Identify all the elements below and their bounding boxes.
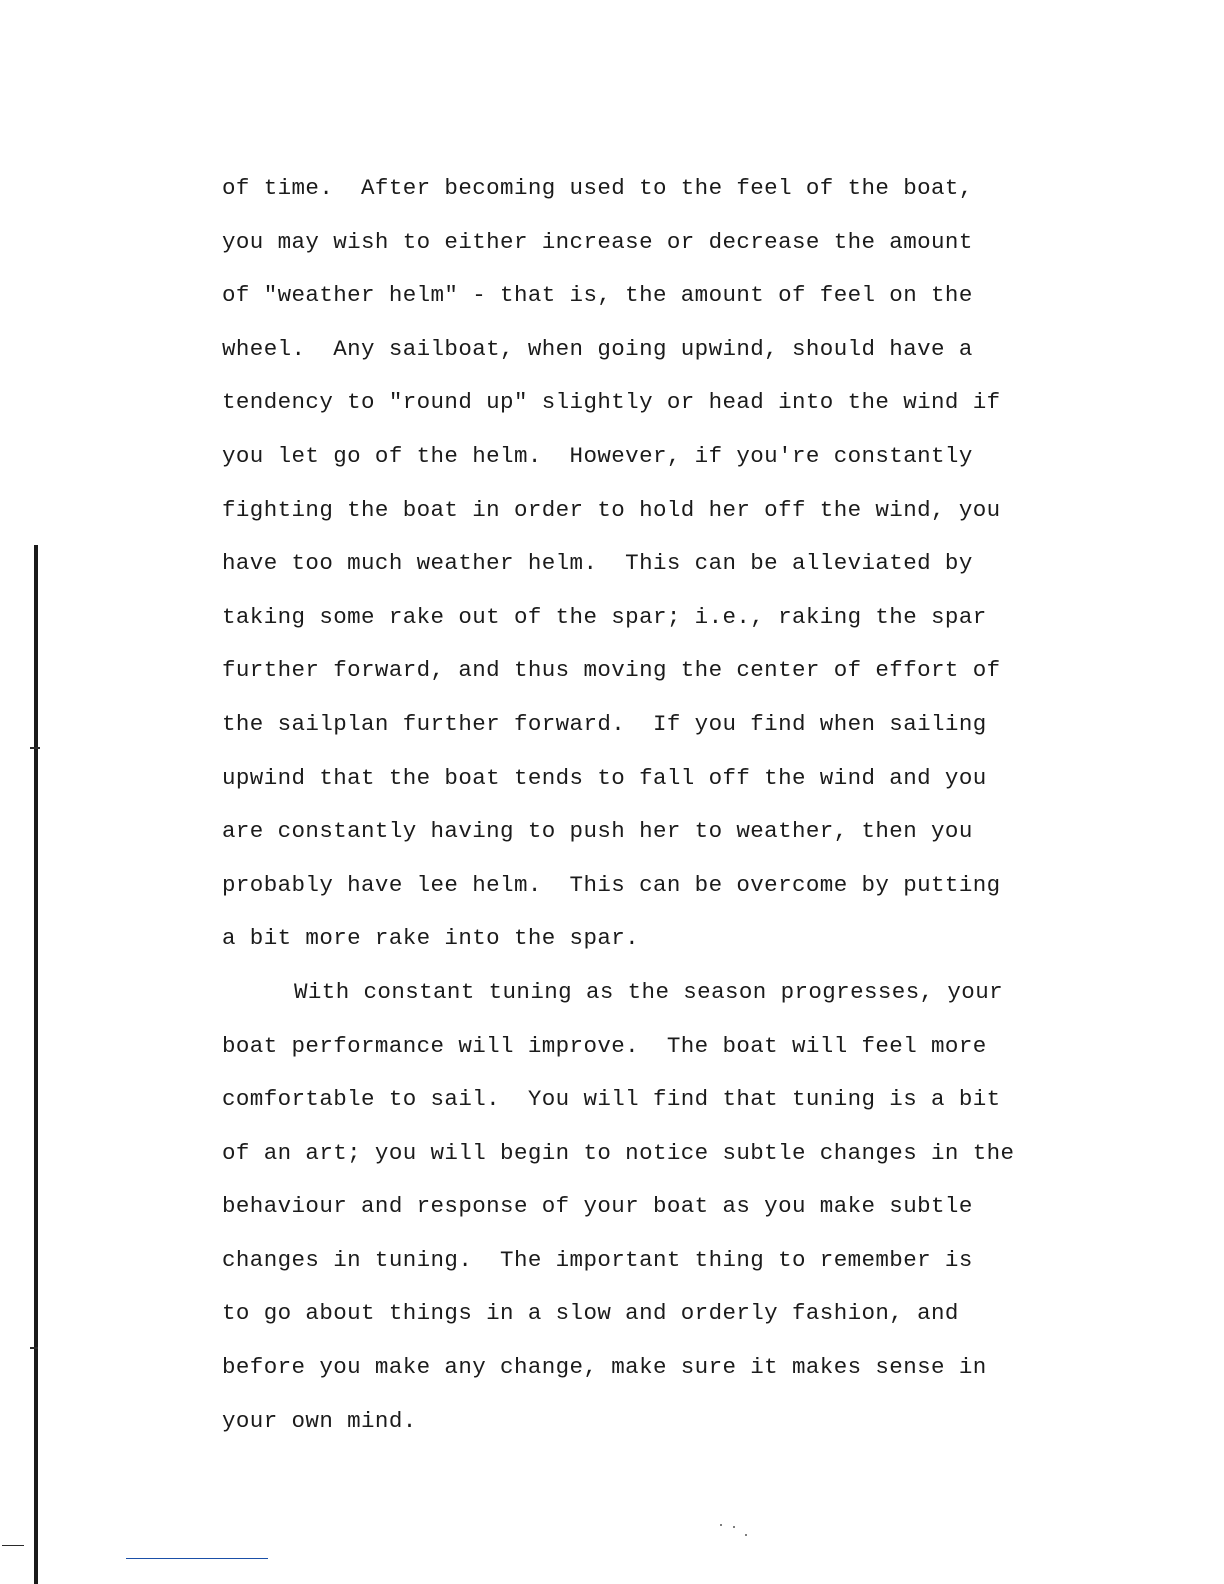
text-line: have too much weather helm. This can be alleviated by (222, 550, 973, 577)
paragraph-first-line: With constant tuning as the season progresses, your (294, 978, 1004, 1005)
binding-tick-mark (30, 747, 40, 749)
text-line: changes in tuning. The important thing to remember is (222, 1246, 973, 1273)
text-line: fighting the boat in order to hold her off the wind, you (222, 496, 1001, 523)
text-line: of an art; you will begin to notice subtle changes in the (222, 1139, 1015, 1166)
scan-speck (745, 1534, 747, 1536)
text-line: comfortable to sail. You will find that tuning is a bit (222, 1086, 1001, 1113)
text-line: before you make any change, make sure it makes sense in (222, 1354, 987, 1381)
text-line: your own mind. (222, 1407, 417, 1434)
text-line: a bit more rake into the spar. (222, 925, 640, 952)
text-line: probably have lee helm. This can be overcome by putting (222, 871, 1001, 898)
text-line: taking some rake out of the spar; i.e., raking the spar (222, 603, 987, 630)
text-line: you may wish to either increase or decrease the amount (222, 228, 973, 255)
text-line: are constantly having to push her to weather, then you (222, 818, 973, 845)
scan-speck (733, 1526, 735, 1528)
text-line: to go about things in a slow and orderly fashion, and (222, 1300, 959, 1327)
text-line: further forward, and thus moving the center of effort of (222, 657, 1001, 684)
text-line: you let go of the helm. However, if you're constantly (222, 442, 973, 469)
body-text (222, 168, 1082, 1454)
footer-rule (126, 1558, 268, 1559)
text-line: behaviour and response of your boat as you make subtle (222, 1193, 973, 1220)
text-line: wheel. Any sailboat, when going upwind, should have a (222, 335, 973, 362)
text-line: boat performance will improve. The boat will feel more (222, 1032, 987, 1059)
text-line: of "weather helm" - that is, the amount of feel on the (222, 282, 973, 309)
scan-speck (720, 1524, 722, 1526)
binding-tick-mark (30, 1347, 38, 1349)
text-line: the sailplan further forward. If you find when sailing (222, 710, 987, 737)
binding-tick-mark (2, 1545, 24, 1546)
text-line: upwind that the boat tends to fall off the wind and you (222, 764, 987, 791)
text-line: tendency to "round up" slightly or head into the wind if (222, 389, 1001, 416)
binding-edge-rule (34, 545, 38, 1584)
text-line: of time. After becoming used to the feel of the boat, (222, 175, 973, 201)
